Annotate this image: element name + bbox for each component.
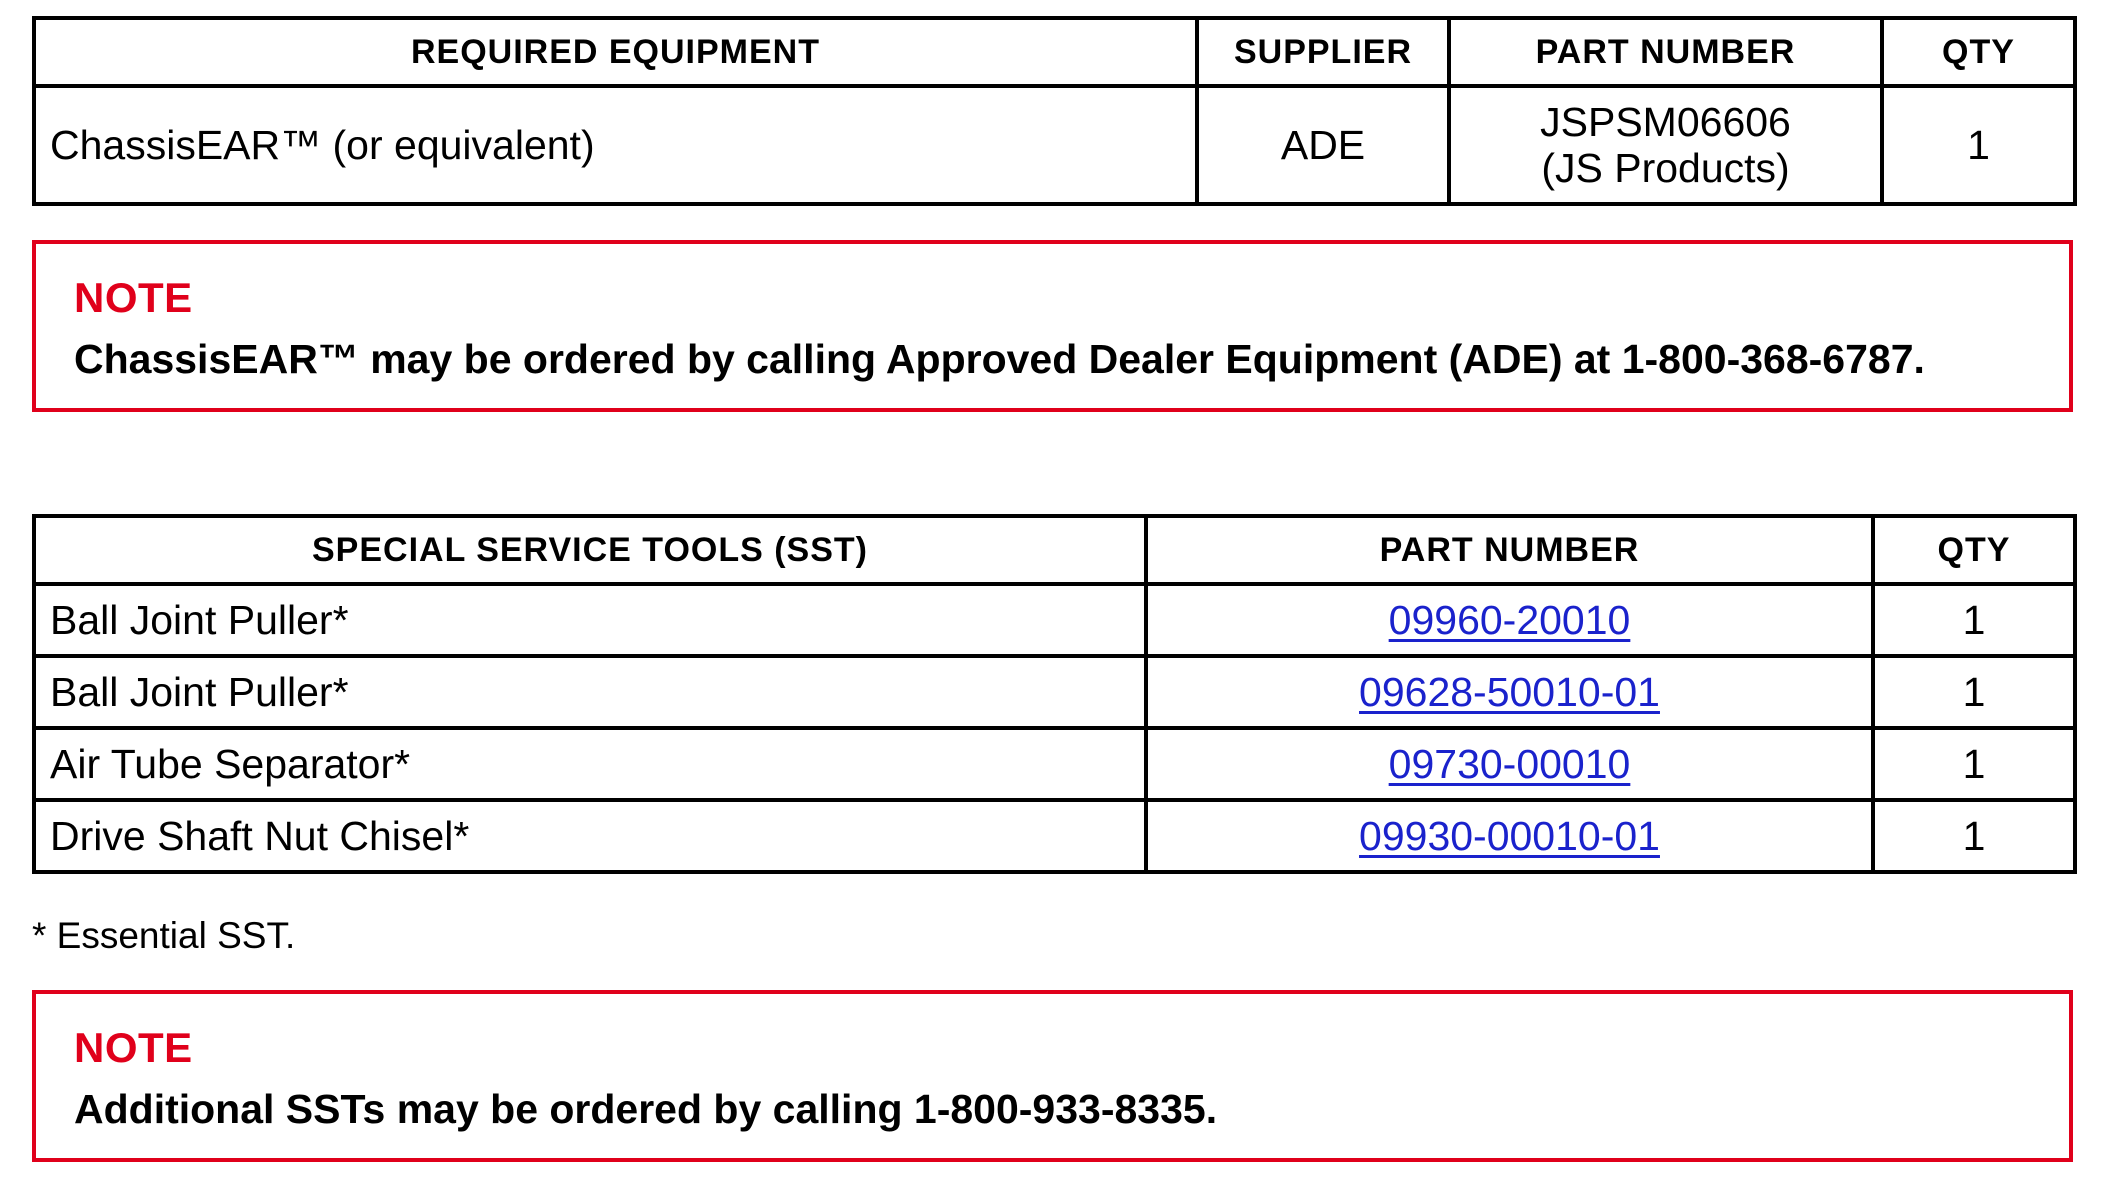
sst-qty-header: QTY [1873, 516, 2075, 584]
required-equipment-table [32, 16, 2077, 206]
table-row [34, 800, 2075, 872]
table-row [34, 86, 2075, 204]
part-number-cell [1146, 800, 1873, 872]
required-equipment-header: REQUIRED EQUIPMENT [34, 18, 1197, 86]
part-number-link[interactable]: 09628-50010-01 [1359, 668, 1660, 715]
part-number-cell [1146, 728, 1873, 800]
supplier-name: ADE [1197, 86, 1449, 204]
tool-name: Air Tube Separator* [34, 728, 1146, 800]
part-number-cell [1146, 584, 1873, 656]
qty-value: 1 [1873, 728, 2075, 800]
table-row [34, 584, 2075, 656]
sst-tool-header: SPECIAL SERVICE TOOLS (SST) [34, 516, 1146, 584]
note-title: NOTE [74, 274, 193, 321]
qty-value: 1 [1882, 86, 2075, 204]
qty-value: 1 [1873, 656, 2075, 728]
supplier-header: SUPPLIER [1197, 18, 1449, 86]
part-number-link[interactable]: 09930-00010-01 [1359, 812, 1660, 859]
table-row [34, 728, 2075, 800]
tool-name: Ball Joint Puller* [34, 656, 1146, 728]
required-equipment-header-row [34, 18, 2075, 86]
note-box [32, 240, 2073, 412]
equipment-name: ChassisEAR™ (or equivalent) [34, 86, 1197, 204]
part-number-cell [1146, 656, 1873, 728]
special-service-tools-table [32, 514, 2077, 874]
sst-part-number-header: PART NUMBER [1146, 516, 1873, 584]
note-text: Additional SSTs may be ordered by calling 1-800-933-8335. [74, 1086, 1218, 1132]
qty-header: QTY [1882, 18, 2075, 86]
note-text: ChassisEAR™ may be ordered by calling Approved Dealer Equipment (ADE) at 1-800-368-6787. [74, 336, 1925, 382]
sst-header-row [34, 516, 2075, 584]
note-box [32, 990, 2073, 1162]
part-number-link[interactable]: 09730-00010 [1388, 740, 1631, 787]
part-number-vendor: (JS Products) [1541, 145, 1790, 191]
qty-value: 1 [1873, 584, 2075, 656]
tool-name: Drive Shaft Nut Chisel* [34, 800, 1146, 872]
qty-value: 1 [1873, 800, 2075, 872]
tool-name: Ball Joint Puller* [34, 584, 1146, 656]
part-number-value: JSPSM06606 [1540, 99, 1791, 145]
note-title: NOTE [74, 1024, 193, 1071]
essential-sst-footnote: * Essential SST. [32, 915, 296, 956]
part-number-header: PART NUMBER [1449, 18, 1882, 86]
table-row [34, 656, 2075, 728]
part-number-link[interactable]: 09960-20010 [1388, 596, 1631, 643]
part-number-cell [1449, 86, 1882, 204]
